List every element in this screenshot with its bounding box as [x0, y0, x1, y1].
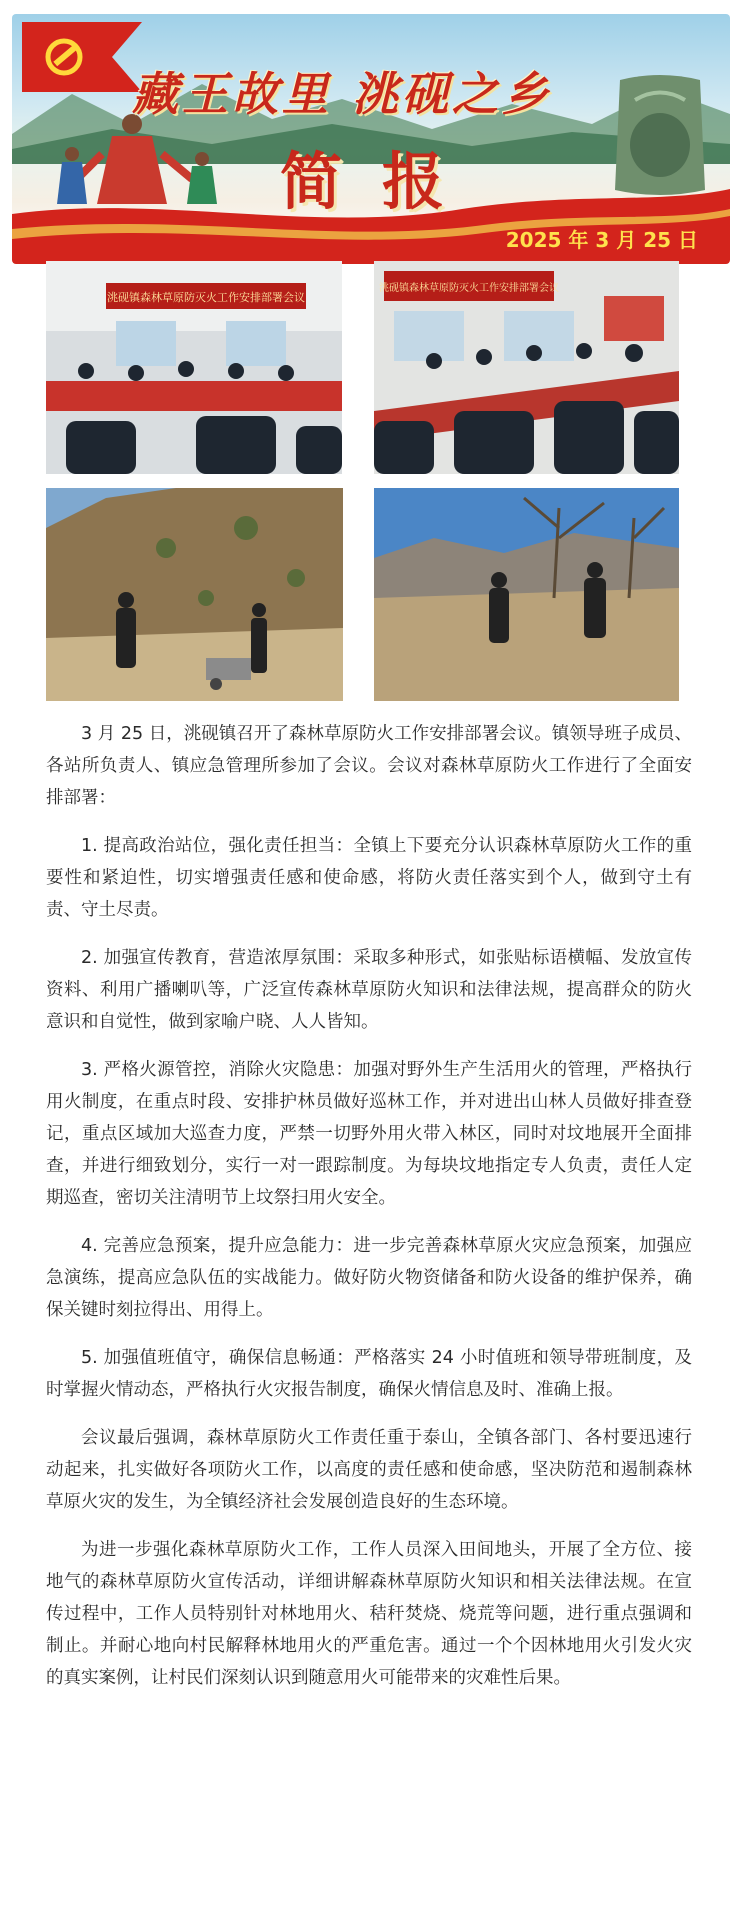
banner-subtitle: 简报	[280, 145, 485, 218]
paragraph-item-4: 4. 完善应急预案，提升应急能力：进一步完善森林草原火灾应急预案，加强应急演练，提高应急队伍的实战能力。做好防火物资储备和防火设备的维护保养，确保关键时刻拉得出、用得上。	[46, 1236, 692, 1320]
meeting-banner-text: 洮砚镇森林草原防灭火工作安排部署会议	[379, 283, 559, 294]
paragraph-item-5: 5. 加强值班值守，确保信息畅通：严格落实 24 小时值班和领导带班制度，及时掌握火情动态，严格执行火灾报告制度，确保火情信息及时、准确上报。	[46, 1348, 692, 1400]
paragraph-item-2: 2. 加强宣传教育，营造浓厚氛围：采取多种形式，如张贴标语横幅、发放宣传资料、利用广播喇叭等，广泛宣传森林草原防火知识和法律法规，提高群众的防火意识和自觉性，做到家喻户晓、人人皆知。	[46, 948, 692, 1032]
banner-title: 藏王故里 洮砚之乡	[132, 67, 553, 121]
header-banner	[12, 14, 730, 264]
report-body	[46, 718, 692, 1710]
meeting-photo-2	[374, 261, 679, 474]
party-emblem-icon	[22, 22, 142, 92]
report-date: 2025 年 3 月 25 日	[505, 228, 698, 252]
field-photo-1	[46, 488, 343, 701]
paragraph-intro: 3 月 25 日，洮砚镇召开了森林草原防火工作安排部署会议。镇领导班子成员、各站所负责人、镇应急管理所参加了会议。会议对森林草原防火工作进行了全面安排部署：	[46, 724, 692, 808]
paragraph-item-1: 1. 提高政治站位，强化责任担当：全镇上下要充分认识森林草原防火工作的重要性和紧迫性，切实增强责任感和使命感，将防火责任落实到个人，做到守土有责、守土尽责。	[46, 836, 692, 920]
meeting-photo-1	[46, 261, 342, 474]
paragraph-outreach: 为进一步强化森林草原防火工作，工作人员深入田间地头，开展了全方位、接地气的森林草原防火宣传活动，详细讲解森林草原防火知识和相关法律法规。在宣传过程中，工作人员特别针对林地用火、秸秆焚烧、烧荒等问题，进行重点强调和制止。并耐心地向村民解释林地用火的严重危害。通过一个个因林地用火引发火灾的真实案例，让村民们深刻认识到随意用火可能带来的灾难性后果。	[46, 1540, 692, 1688]
paragraph-conclusion: 会议最后强调，森林草原防火工作责任重于泰山，全镇各部门、各村要迅速行动起来，扎实做好各项防火工作，以高度的责任感和使命感，坚决防范和遏制森林草原火灾的发生，为全镇经济社会发展创造良好的生态环境。	[46, 1428, 692, 1512]
field-photo-2	[374, 488, 679, 701]
inkstone-icon	[610, 70, 710, 200]
meeting-banner-text: 洮砚镇森林草原防灭火工作安排部署会议	[107, 291, 305, 304]
paragraph-item-3: 3. 严格火源管控，消除火灾隐患：加强对野外生产生活用火的管理，严格执行用火制度，在重点时段、安排护林员做好巡林工作，并对进出山林人员做好排查登记，重点区域加大巡查力度，严禁一切野外用火带入林区，同时对坟地展开全面排查，并进行细致划分，实行一对一跟踪制度。为每块坟地指定专人负责，责任人定期巡查，密切关注清明节上坟祭扫用火安全。	[46, 1060, 692, 1208]
